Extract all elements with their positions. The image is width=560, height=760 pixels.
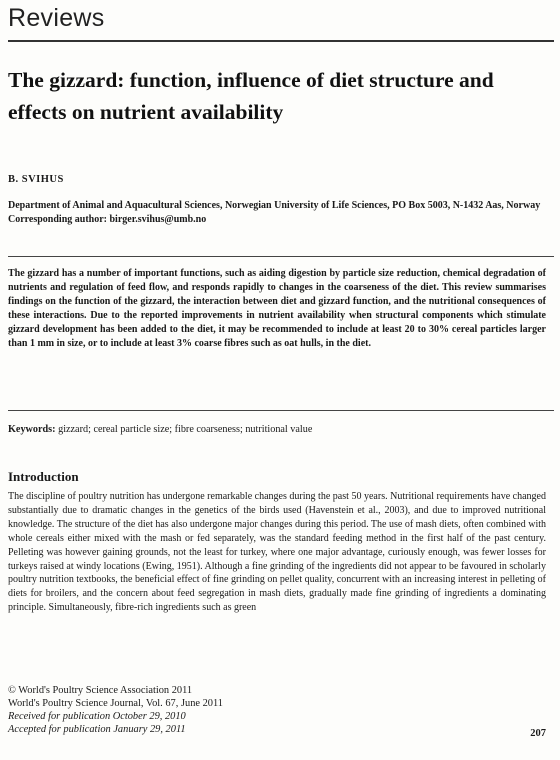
author-affiliation [8, 199, 548, 227]
author-name: B. SVIHUS [8, 174, 64, 185]
received-date: Received for publication October 29, 2010 [8, 711, 186, 722]
keywords-line [8, 424, 548, 435]
abstract-text: The gizzard has a number of important functions, such as aiding digestion by particle size reduction, chemical degradation of nutrients and regulation of feed flow, and responds rapidly to changes in the coarseness of the diet. This review summarises findings on the function of the gizzard, the interaction between diet and gizzard function, and the nutritional consequences of these interactions. Due to the reported improvements in nutrient availability when structural components which stimulate gizzard development has been added to the diet, it may be recommended to include at least 20 to 30% cereal particles larger than 1 mm in size, or to include at least 3% coarse fibres such as oat hulls, in the diet. [8, 268, 546, 349]
introduction-heading: Introduction [8, 469, 79, 484]
section-label: Reviews [8, 4, 105, 32]
journal-citation: World's Poultry Science Journal, Vol. 67, June 2011 [8, 698, 223, 709]
copyright-line: © World's Poultry Science Association 2011 [8, 685, 193, 696]
corresponding-author: Corresponding author: birger.svihus@umb.no [8, 214, 207, 225]
abstract-top-divider [8, 256, 554, 257]
header-divider [8, 40, 554, 42]
accepted-date: Accepted for publication January 29, 2011 [8, 724, 186, 735]
page-footer [8, 684, 554, 736]
article-title: The gizzard: function, influence of diet structure and effects on nutrient availability [8, 68, 494, 124]
introduction-paragraph: The discipline of poultry nutrition has undergone remarkable changes during the past 50 years. Nutritional requirements have changed substantially due to dramatic changes in the genetics of the birds used (Havenstein et al., 2003), and due to improved nutritional knowledge. The structure of the diet has also undergone major changes during this period. The use of mash diets, often combined with whole cereals either mixed with the mash or fed separately, was the standard feeding method in the first half of the past century. Pelleting was however gaining grounds, not the least for turkey, where one major advantage, curiously enough, was fewer losses for turkeys raised at windy locations (Ewing, 1951). Although a fine grinding of the ingredients did not appear to be favoured in scholarly poultry nutrition textbooks, the beneficial effect of fine grinding on pellet quality, concurrent with an increasing interest in pelleting of diets for broilers, and the concern about feed segregation in mash diets, gradually made fine grinding of ingredients a dominating principle. Simultaneously, fibre-rich ingredients such as green [8, 491, 546, 614]
keywords-list: gizzard; cereal particle size; fibre coarseness; nutritional value [58, 424, 313, 435]
keywords-label: Keywords: [8, 424, 56, 435]
abstract-bottom-divider [8, 410, 554, 411]
affiliation-text: Department of Animal and Aquacultural Sciences, Norwegian University of Life Sciences, PO Box 5003, N-1432 Aas, Norway [8, 200, 541, 211]
page-number: 207 [530, 728, 546, 739]
